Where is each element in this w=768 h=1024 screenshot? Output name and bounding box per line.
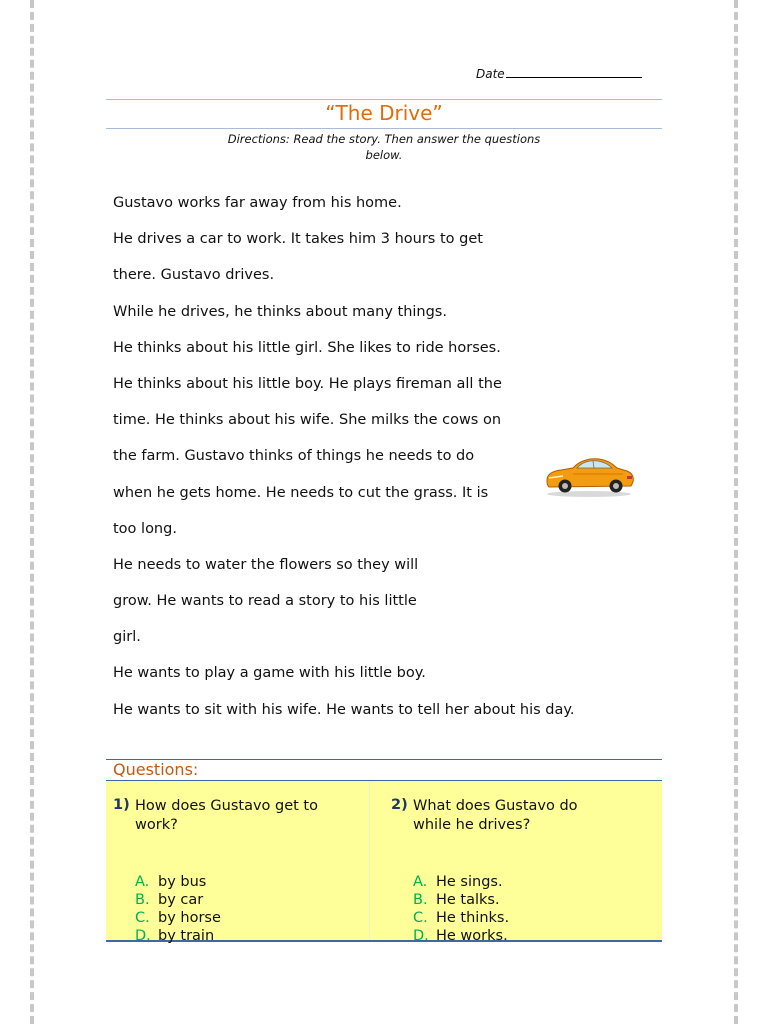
answer-option[interactable] bbox=[135, 909, 221, 927]
answer-letter: A. bbox=[413, 874, 428, 890]
question-text-line: What does Gustavo do bbox=[413, 798, 578, 814]
story-line: the farm. Gustavo thinks of things he needs to do bbox=[113, 448, 475, 465]
questions-box bbox=[106, 781, 662, 942]
answer-letter: B. bbox=[413, 892, 428, 908]
story-line: He wants to sit with his wife. He wants to tell her about his day. bbox=[113, 701, 575, 718]
answer-option[interactable] bbox=[413, 909, 509, 927]
date-field bbox=[476, 66, 642, 81]
story-line: grow. He wants to read a story to his little bbox=[113, 593, 417, 610]
answer-text: He sings. bbox=[436, 874, 503, 890]
story-line: He thinks about his little boy. He plays fireman all the bbox=[113, 375, 502, 392]
questions-heading: Questions: bbox=[113, 760, 199, 779]
question-text bbox=[413, 797, 578, 835]
title-rule-top bbox=[106, 99, 662, 100]
answer-list bbox=[413, 873, 509, 945]
answer-option[interactable] bbox=[413, 927, 509, 945]
answer-option[interactable] bbox=[135, 873, 221, 891]
page-border-right bbox=[734, 0, 738, 1024]
answer-letter: D. bbox=[413, 928, 429, 944]
story-line: While he drives, he thinks about many things. bbox=[113, 303, 447, 320]
date-blank-line[interactable] bbox=[506, 66, 642, 78]
story-line: Gustavo works far away from his home. bbox=[113, 195, 402, 211]
answer-text: by horse bbox=[158, 910, 221, 926]
story-line: when he gets home. He needs to cut the grass. It is bbox=[113, 484, 489, 501]
answer-option[interactable] bbox=[413, 873, 509, 891]
answer-text: by bus bbox=[158, 874, 207, 890]
question-text bbox=[135, 797, 318, 835]
story-line: time. He thinks about his wife. She milks the cows on bbox=[113, 412, 502, 429]
date-label: Date bbox=[476, 67, 505, 81]
answer-option[interactable] bbox=[413, 891, 509, 909]
story-line: He thinks about his little girl. She likes to ride horses. bbox=[113, 339, 501, 356]
question-text-line: while he drives? bbox=[413, 817, 531, 833]
story-line: He drives a car to work. It takes him 3 hours to get bbox=[113, 231, 483, 248]
page-border-left bbox=[30, 0, 34, 1024]
story-line: too long. bbox=[113, 520, 177, 537]
answer-text: He talks. bbox=[436, 892, 500, 908]
story-line: there. Gustavo drives. bbox=[113, 267, 275, 284]
answer-option[interactable] bbox=[135, 927, 221, 945]
answer-text: He works. bbox=[436, 928, 508, 944]
question-text-line: work? bbox=[135, 817, 178, 833]
answer-letter: C. bbox=[413, 910, 428, 926]
directions-text: Directions: Read the story. Then answer the questions below. bbox=[227, 132, 541, 162]
answer-letter: B. bbox=[135, 892, 150, 908]
question-text-line: How does Gustavo get to bbox=[135, 798, 318, 814]
question-1 bbox=[106, 781, 370, 944]
answer-letter: D. bbox=[135, 928, 151, 944]
question-number: 2) bbox=[391, 797, 408, 813]
answer-option[interactable] bbox=[135, 891, 221, 909]
answer-list bbox=[135, 873, 221, 945]
answer-letter: A. bbox=[135, 874, 150, 890]
story-line: He wants to play a game with his little boy. bbox=[113, 665, 426, 682]
car-icon bbox=[543, 452, 635, 498]
question-number: 1) bbox=[113, 797, 130, 813]
title-rule-bottom bbox=[106, 128, 662, 129]
story-line: girl. bbox=[113, 629, 141, 646]
story-line: He needs to water the flowers so they will bbox=[113, 556, 419, 573]
questions-section bbox=[106, 759, 662, 944]
page-title: “The Drive” bbox=[325, 101, 443, 125]
answer-letter: C. bbox=[135, 910, 150, 926]
questions-header bbox=[106, 759, 662, 781]
answer-text: by train bbox=[158, 928, 215, 944]
answer-text: He thinks. bbox=[436, 910, 510, 926]
answer-text: by car bbox=[158, 892, 204, 908]
question-2 bbox=[370, 781, 662, 944]
